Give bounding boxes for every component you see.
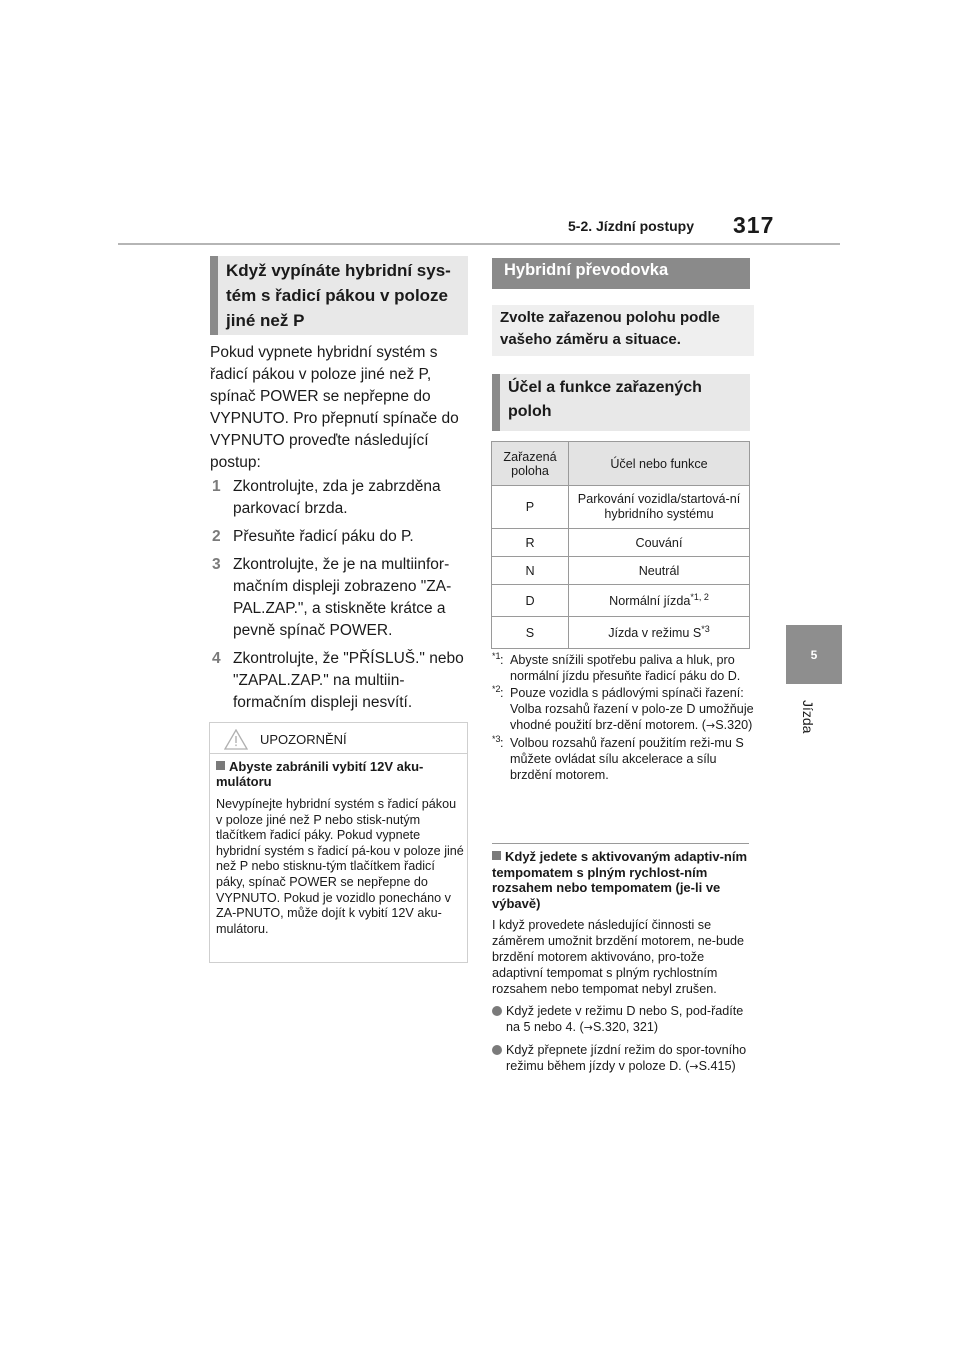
- cruise-text: I když provedete následující činnosti se záměrem umožnit brzdění motorem, ne-bude brzdění motorem aktivováno, pro-tože adaptivní tempomat s plným rychlostním rozsahem nebo tempomat nebyl zrušen.: [492, 918, 744, 996]
- table-row: [492, 529, 750, 557]
- table-header-cell: Účel nebo funkce: [569, 442, 750, 486]
- step-number: 1: [212, 478, 221, 495]
- step-text: Zkontrolujte, že je na multiinfor-mačním displeji zobrazeno "ZA-PAL.ZAP.", a stiskněte krátce a pevně spínač POWER.: [233, 556, 452, 639]
- footnote-ref: *3: [701, 623, 710, 634]
- gear-position: N: [492, 557, 569, 585]
- page-number: 317: [733, 212, 775, 238]
- table-row: [492, 617, 750, 649]
- gear-position: D: [492, 585, 569, 617]
- footnote: *3 : Volbou rozsahů řazení použitím reži-mu S můžete ovládat sílu akcelerace a sílu brzdění motorem.: [492, 735, 754, 783]
- warning-triangle-icon: [224, 729, 248, 750]
- footnote-ref: *1, 2: [690, 591, 709, 602]
- chapter-label: [794, 700, 818, 760]
- gear-function: Parkování vozidla/startová-ní hybridního systému: [569, 486, 750, 529]
- chapter-number: 5: [810, 647, 818, 662]
- step-text: Zkontrolujte, zda je zabrzděna parkovací brzda.: [233, 478, 441, 517]
- step-text: Přesuňte řadicí páku do P.: [233, 528, 414, 545]
- footnote: *2 : Pouze vozidla s pádlovými spínači řazení: Volba rozsahů řazení v polo-ze D umožňuje vhodné použití brz-dění motorem. (→S.320): [492, 685, 754, 734]
- gear-function-text: Normální jízda: [609, 593, 691, 608]
- table-row: [492, 557, 750, 585]
- gear-position: R: [492, 529, 569, 557]
- table-header-cell: Zařazená poloha: [492, 442, 569, 486]
- page-reference[interactable]: S.320): [715, 718, 753, 732]
- arrow-right-icon: →: [689, 1060, 699, 1073]
- footnote-mark: *3: [492, 734, 501, 744]
- page-reference[interactable]: S.415): [698, 1059, 736, 1073]
- gear-position-table: [491, 441, 750, 649]
- list-item-text: Když jedete v režimu D nebo S, pod-řadíte na 5 nebo 4. (: [506, 1004, 744, 1034]
- warning-subtitle: Abyste zabránili vybití 12V aku-mulátoru: [216, 759, 424, 789]
- table-header-row: [492, 442, 750, 486]
- list-item: [492, 1003, 754, 1036]
- table-row: [492, 486, 750, 529]
- cruise-heading: Když jedete s aktivovaným adaptiv-ním tempomatem s plným rychlost-ním rozsahem nebo tempomatem (je-li ve výbavě): [492, 849, 748, 911]
- step-number: 2: [212, 528, 221, 545]
- page-reference[interactable]: S.320, 321): [592, 1020, 659, 1034]
- gear-function: Neutrál: [569, 557, 750, 585]
- round-bullet-icon: [492, 1045, 502, 1055]
- warning-title: UPOZORNĚNÍ: [260, 732, 347, 747]
- right-heading: Hybridní převodovka: [492, 258, 750, 289]
- table-row: [492, 585, 750, 617]
- warning-body: Nevypínejte hybridní systém s řadicí pákou v poloze jiné než P nebo stisk-nutým tlačítkem řadicí páky. Pokud vypnete hybridní systém s řadicí pá-kou v poloze jiné než P nebo stisknu-tým tlačítkem řadicí páky, spínač POWER se nepřepne do VYPNUTO. Pokud je vozidlo ponecháno v ZA-PNUTO, může dojít k vybití 12V aku-mulátoru.: [216, 797, 464, 936]
- arrow-right-icon: →: [706, 719, 716, 732]
- footnote-text: Volbou rozsahů řazení použitím reži-mu S můžete ovládat sílu akcelerace a sílu brzdění motorem.: [510, 736, 744, 782]
- gear-function: Couvání: [569, 529, 750, 557]
- right-intro: Zvolte zařazenou polohu podle vašeho záměru a situace.: [492, 305, 754, 356]
- step-text: Zkontrolujte, že "PŘÍSLUŠ." nebo "ZAPAL.ZAP." na multiin-formačním displeji nesvítí.: [233, 650, 464, 711]
- chapter-tab: [786, 625, 842, 684]
- square-bullet-icon: [492, 851, 501, 860]
- warning-box: [209, 722, 468, 963]
- section-title: 5-2. Jízdní postupy: [568, 218, 695, 234]
- gear-function: [569, 617, 750, 649]
- cruise-section: [492, 917, 754, 1075]
- section-divider: [492, 843, 749, 844]
- footnotes: [492, 652, 754, 784]
- round-bullet-icon: [492, 1006, 502, 1016]
- footnote-mark: *1: [492, 651, 501, 661]
- warning-header: [210, 723, 467, 754]
- gear-function-text: Jízda v režimu S: [608, 625, 702, 640]
- footnote-text: Abyste snížili spotřebu paliva a hluk, pro normální jízdu přesuňte řadicí páku do D.: [510, 653, 741, 683]
- step-item: [210, 648, 470, 714]
- left-intro: Pokud vypnete hybridní systém s řadicí pákou v poloze jiné než P, spínač POWER se nepřepne do VYPNUTO. Pro přepnutí spínače do VYPNUTO proveďte následující postup:: [210, 344, 459, 471]
- gear-position: S: [492, 617, 569, 649]
- step-number: 3: [212, 556, 221, 573]
- footnote: *1 : Abyste snížili spotřebu paliva a hluk, pro normální jízdu přesuňte řadicí páku do D.: [492, 652, 754, 684]
- header-divider: [118, 243, 840, 245]
- footnote-text: Pouze vozidla s pádlovými spínači řazení: Volba rozsahů řazení v polo-ze D umožňuje vhodné použití brz-dění motorem.: [510, 686, 754, 732]
- left-heading: Když vypínáte hybridní sys-tém s řadicí pákou v poloze jiné než P: [210, 256, 468, 335]
- steps-list: [210, 476, 470, 720]
- step-item: [210, 554, 470, 642]
- gear-position: P: [492, 486, 569, 529]
- step-item: [210, 476, 470, 520]
- step-number: 4: [212, 650, 221, 667]
- step-item: [210, 526, 470, 548]
- gear-function: [569, 585, 750, 617]
- list-item: [492, 1042, 754, 1075]
- arrow-right-icon: →: [583, 1021, 593, 1034]
- footnote-mark: *2: [492, 684, 501, 694]
- chapter-label-text: Jízda: [800, 700, 816, 734]
- square-bullet-icon: [216, 761, 225, 770]
- right-subheading: Účel a funkce zařazených poloh: [492, 374, 750, 431]
- list-item-text: Když přepnete jízdní režim do spor-tovního režimu během jízdy v poloze D. (: [506, 1043, 747, 1073]
